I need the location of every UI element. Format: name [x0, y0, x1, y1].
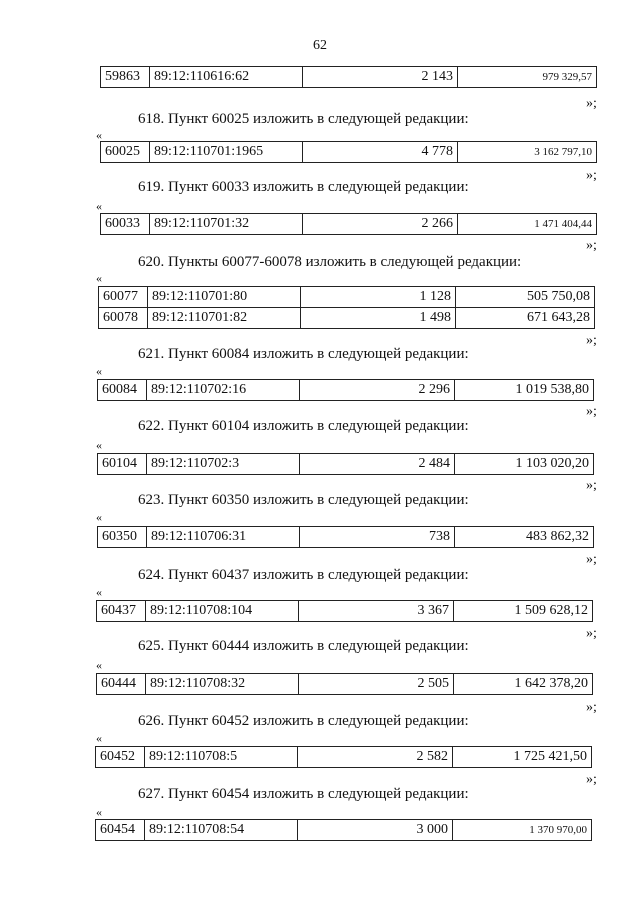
closing-quote: »;	[586, 772, 597, 787]
closing-quote: »;	[586, 238, 597, 253]
opening-quote: «	[96, 128, 102, 142]
table-row	[101, 67, 597, 88]
cost-value: 671 643,28	[456, 308, 595, 329]
section-heading: 625. Пункт 60444 изложить в следующей редакции:	[138, 638, 469, 654]
closing-quote: »;	[586, 404, 597, 419]
section-heading: 618. Пункт 60025 изложить в следующей редакции:	[138, 111, 469, 127]
cost-value: 979 329,57	[458, 67, 597, 88]
cadastral-number: 89:12:110701:1965	[150, 142, 303, 163]
opening-quote: «	[96, 438, 102, 452]
table-row	[98, 527, 594, 548]
cadastral-number: 89:12:110702:16	[147, 380, 300, 401]
cost-value: 3 162 797,10	[458, 142, 597, 163]
closing-quote: »;	[586, 700, 597, 715]
section-heading: 621. Пункт 60084 изложить в следующей редакции:	[138, 346, 469, 362]
table-row	[98, 454, 594, 475]
point-number: 60437	[97, 601, 146, 622]
area-value: 2 296	[300, 380, 455, 401]
section-heading: 624. Пункт 60437 изложить в следующей редакции:	[138, 567, 469, 583]
closing-quote: »;	[586, 96, 597, 111]
cost-value: 1 509 628,12	[454, 601, 593, 622]
area-value: 738	[300, 527, 455, 548]
cost-value: 1 370 970,00	[453, 820, 592, 841]
table-619	[100, 213, 597, 235]
table-row	[97, 601, 593, 622]
cost-value: 1 725 421,50	[453, 747, 592, 768]
section-heading: 622. Пункт 60104 изложить в следующей редакции:	[138, 418, 469, 434]
area-value: 2 484	[300, 454, 455, 475]
area-value: 3 000	[298, 820, 453, 841]
point-number: 60077	[99, 287, 148, 308]
point-number: 60025	[101, 142, 150, 163]
opening-quote: «	[96, 510, 102, 524]
area-value: 2 505	[299, 674, 454, 695]
cadastral-number: 89:12:110702:3	[147, 454, 300, 475]
opening-quote: «	[96, 731, 102, 745]
area-value: 3 367	[299, 601, 454, 622]
point-number: 60078	[99, 308, 148, 329]
opening-quote: «	[96, 199, 102, 213]
cadastral-number: 89:12:110708:32	[146, 674, 299, 695]
area-value: 2 582	[298, 747, 453, 768]
table-622	[97, 453, 594, 475]
opening-quote: «	[96, 271, 102, 285]
cost-value: 1 019 538,80	[455, 380, 594, 401]
area-value: 1 128	[301, 287, 456, 308]
cadastral-number: 89:12:110706:31	[147, 527, 300, 548]
point-number: 60452	[96, 747, 145, 768]
table-626	[95, 746, 592, 768]
section-heading: 626. Пункт 60452 изложить в следующей редакции:	[138, 713, 469, 729]
cost-value: 505 750,08	[456, 287, 595, 308]
table-624	[96, 600, 593, 622]
cost-value: 483 862,32	[455, 527, 594, 548]
section-heading: 620. Пункты 60077-60078 изложить в следующей редакции:	[138, 254, 522, 270]
section-heading: 619. Пункт 60033 изложить в следующей редакции:	[138, 179, 469, 195]
cost-value: 1 642 378,20	[454, 674, 593, 695]
table-618	[100, 141, 597, 163]
table-row	[99, 287, 595, 308]
closing-quote: »;	[586, 626, 597, 641]
table-top	[100, 66, 597, 88]
table-623	[97, 526, 594, 548]
table-row	[101, 214, 597, 235]
table-row	[101, 142, 597, 163]
cost-value: 1 471 404,44	[458, 214, 597, 235]
cadastral-number: 89:12:110708:104	[146, 601, 299, 622]
cadastral-number: 89:12:110701:82	[148, 308, 301, 329]
table-row	[96, 820, 592, 841]
table-627	[95, 819, 592, 841]
section-heading: 623. Пункт 60350 изложить в следующей редакции:	[138, 492, 469, 508]
cadastral-number: 89:12:110701:32	[150, 214, 303, 235]
point-number: 60104	[98, 454, 147, 475]
opening-quote: «	[96, 805, 102, 819]
point-number: 60084	[98, 380, 147, 401]
closing-quote: »;	[586, 478, 597, 493]
area-value: 1 498	[301, 308, 456, 329]
cadastral-number: 89:12:110616:62	[150, 67, 303, 88]
area-value: 2 266	[303, 214, 458, 235]
point-number: 60033	[101, 214, 150, 235]
point-number: 60444	[97, 674, 146, 695]
closing-quote: »;	[586, 552, 597, 567]
table-621	[97, 379, 594, 401]
table-row	[98, 380, 594, 401]
table-row	[96, 747, 592, 768]
table-row	[97, 674, 593, 695]
closing-quote: »;	[586, 333, 597, 348]
closing-quote: »;	[586, 168, 597, 183]
cadastral-number: 89:12:110708:5	[145, 747, 298, 768]
cadastral-number: 89:12:110708:54	[145, 820, 298, 841]
table-620	[98, 286, 595, 329]
section-heading: 627. Пункт 60454 изложить в следующей редакции:	[138, 786, 469, 802]
opening-quote: «	[96, 364, 102, 378]
table-625	[96, 673, 593, 695]
area-value: 2 143	[303, 67, 458, 88]
cadastral-number: 89:12:110701:80	[148, 287, 301, 308]
table-row	[99, 308, 595, 329]
point-number: 60350	[98, 527, 147, 548]
point-number: 59863	[101, 67, 150, 88]
cost-value: 1 103 020,20	[455, 454, 594, 475]
page-number: 62	[313, 38, 327, 53]
opening-quote: «	[96, 585, 102, 599]
point-number: 60454	[96, 820, 145, 841]
area-value: 4 778	[303, 142, 458, 163]
opening-quote: «	[96, 658, 102, 672]
